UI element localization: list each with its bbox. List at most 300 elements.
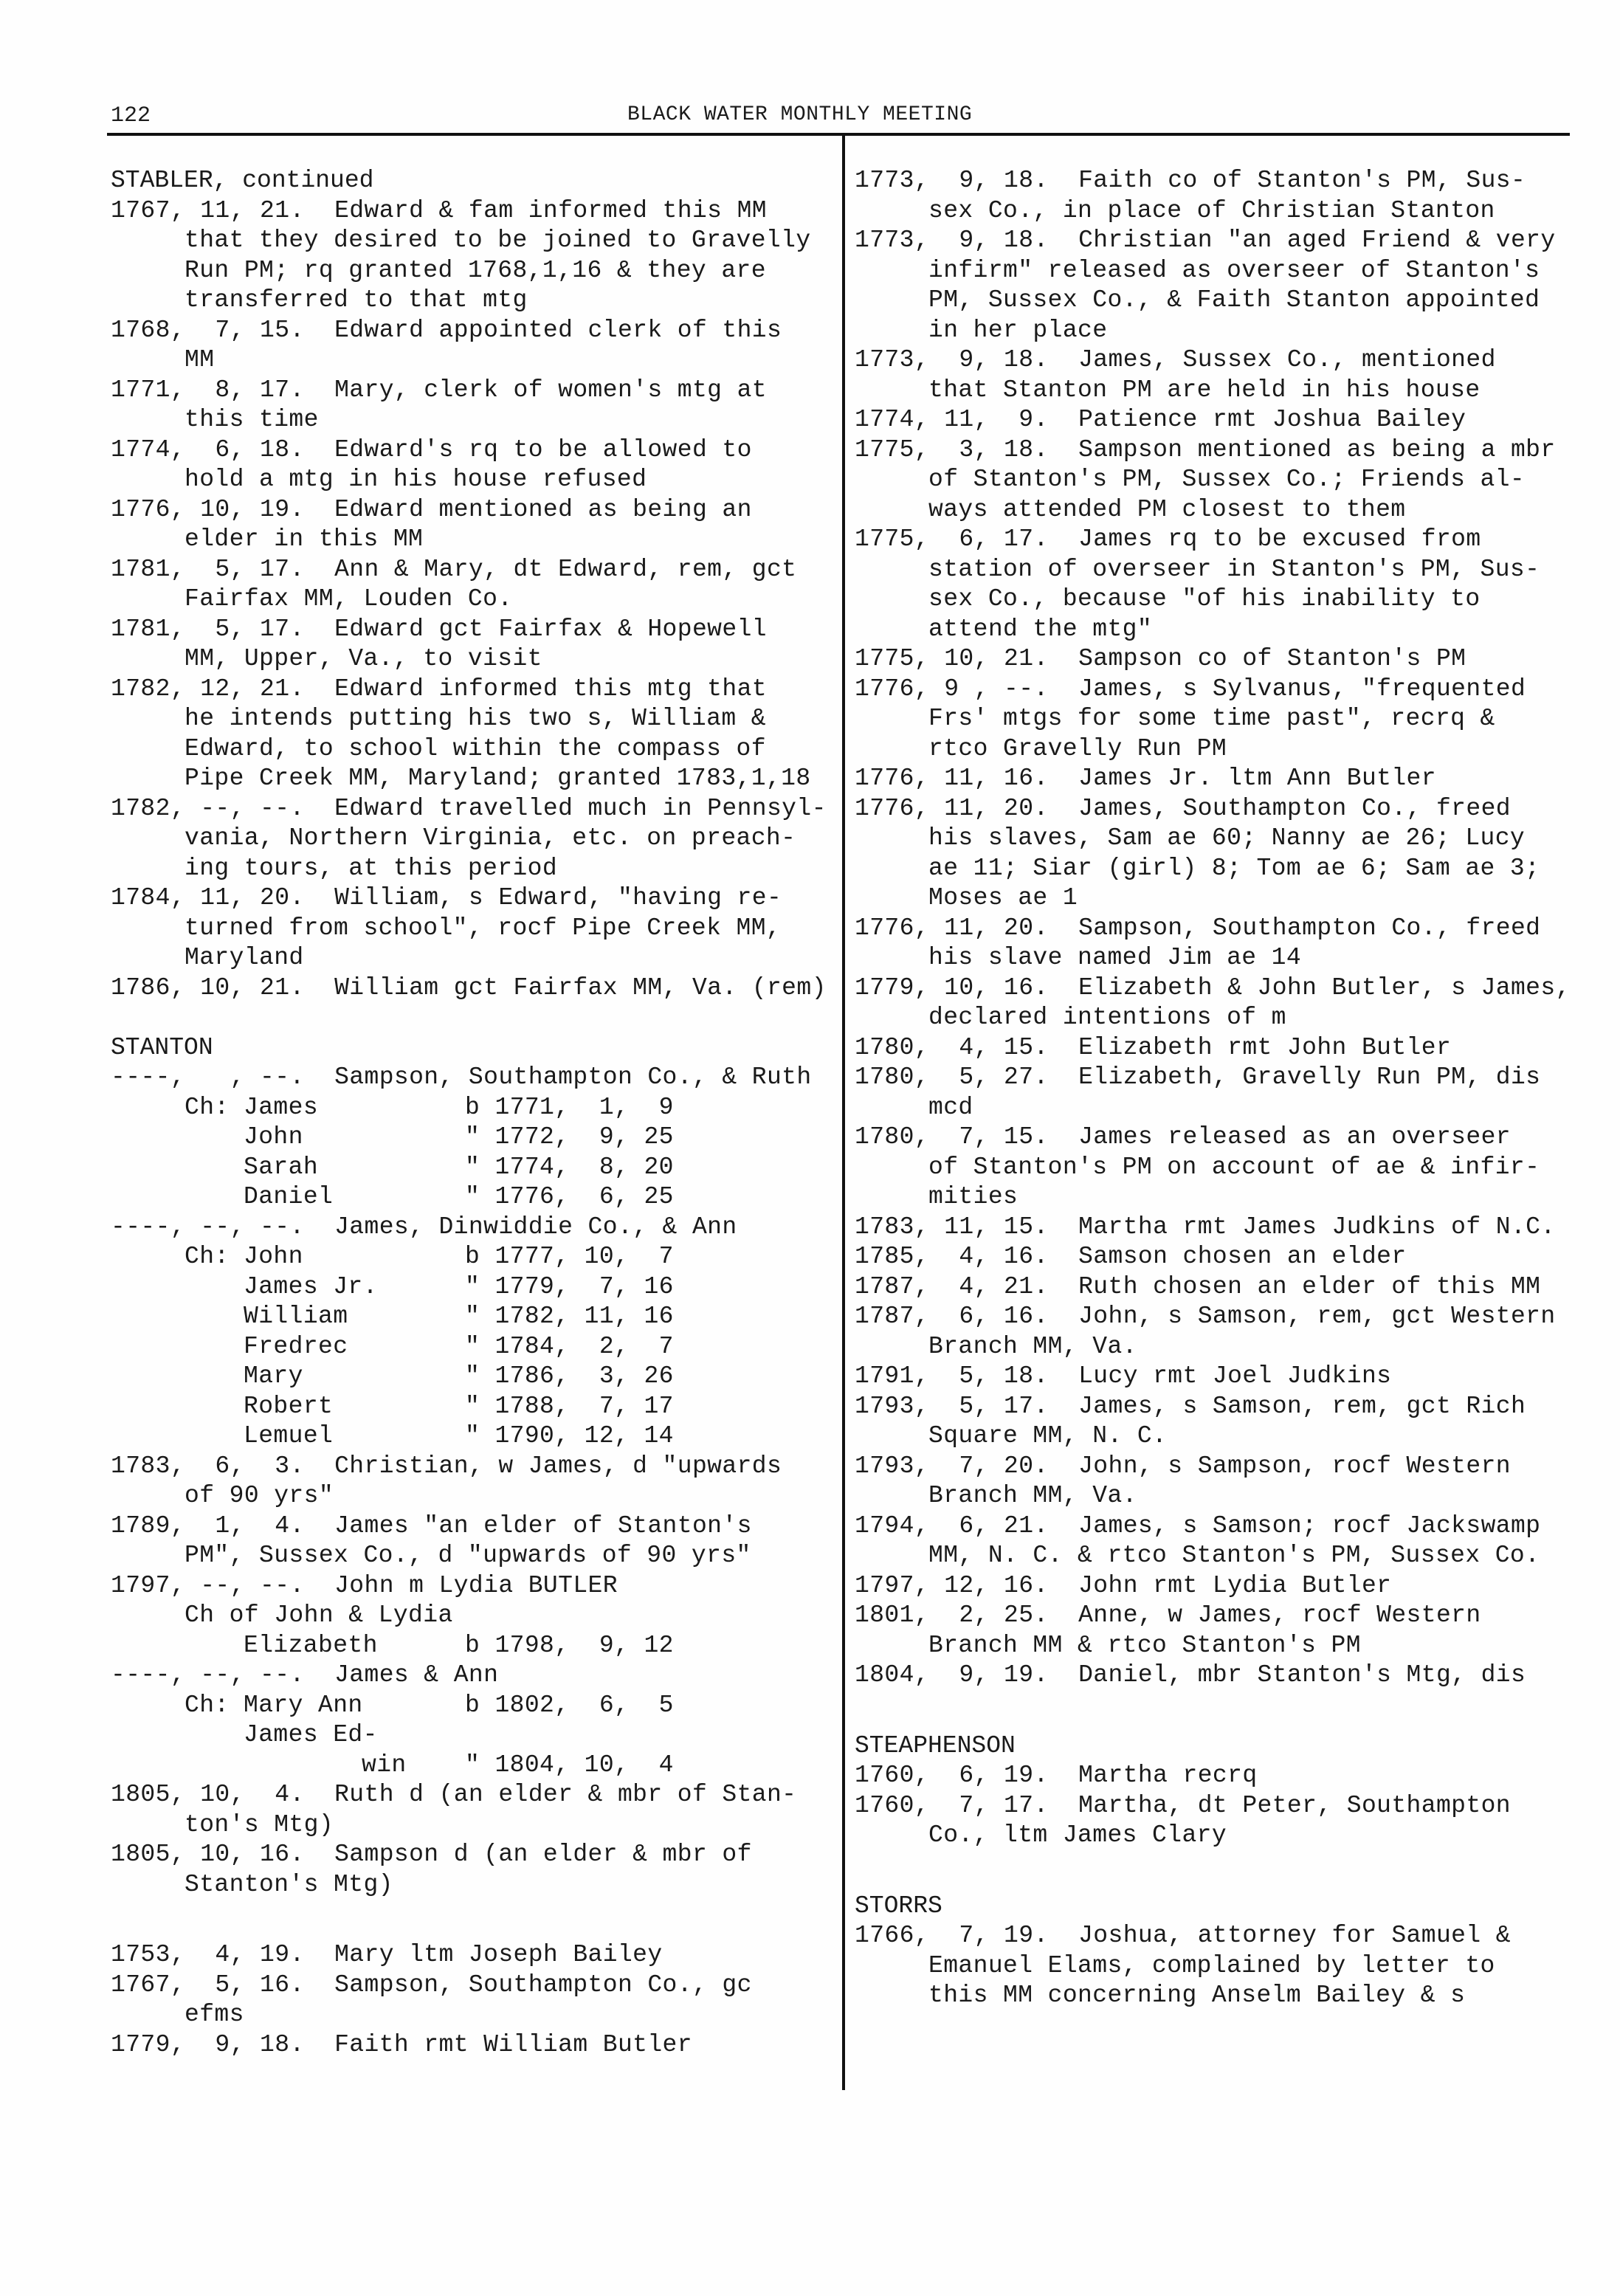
child-name-continuation: win: [362, 1751, 407, 1779]
entry-date: 1781, 5, 17.: [111, 615, 305, 643]
child-name: Daniel: [244, 1183, 334, 1210]
entry-continuation: transferred to that mtg: [185, 286, 528, 314]
birth-mark: ": [465, 1362, 480, 1390]
record-entry: [855, 1921, 1571, 2011]
entry-continuation: this MM concerning Anselm Bailey & s: [928, 1982, 1466, 2009]
record-entry: [855, 1661, 1571, 1691]
entry-text: James, s Sylvanus, "frequented: [1078, 675, 1526, 703]
entry-first-line: [855, 435, 1571, 466]
entry-first-line: [855, 764, 1571, 794]
entry-first-line: [855, 226, 1571, 256]
record-entry: [855, 1362, 1571, 1392]
birth-mark: ": [465, 1183, 480, 1210]
entry-first-line: [111, 495, 827, 525]
entry-date: 1773, 9, 18.: [855, 227, 1049, 254]
record-entry: [111, 196, 827, 316]
child-row: [111, 1302, 827, 1332]
entry-first-line: [855, 1761, 1571, 1791]
record-entry: [855, 345, 1571, 405]
record-entry: [855, 1213, 1571, 1243]
entry-continuation: PM", Sussex Co., d "upwards of 90 yrs": [185, 1542, 751, 1569]
record-entry: [855, 1601, 1571, 1661]
entry-text: James & Ann: [334, 1661, 499, 1689]
entry-text: John, s Sampson, rocf Western: [1078, 1452, 1511, 1480]
entry-first-line: [111, 435, 827, 466]
record-entry: [111, 615, 827, 675]
entry-continuation: station of overseer in Stanton's PM, Sus-: [928, 555, 1540, 583]
child-name: Robert: [244, 1392, 334, 1420]
children-label: Ch:: [185, 1243, 230, 1270]
entry-date: 1760, 6, 19.: [855, 1762, 1049, 1789]
family-entry: [111, 1063, 827, 1093]
entry-continuation: mcd: [928, 1093, 973, 1121]
entry-first-line: [855, 1601, 1571, 1631]
birth-mark: ": [465, 1332, 480, 1360]
entry-first-line: [855, 794, 1571, 824]
entry-date: 1783, 6, 3.: [111, 1452, 305, 1480]
entry-first-line: [855, 1242, 1571, 1272]
entry-continuation: Fairfax MM, Louden Co.: [185, 585, 513, 613]
child-name: James: [244, 1093, 319, 1121]
entry-continuation: MM: [185, 346, 215, 373]
child-name: James Ed-: [244, 1721, 378, 1748]
birth-date: 1802, 6, 5: [494, 1691, 674, 1719]
entry-continuation: sex Co., because "of his inability to: [928, 585, 1481, 613]
entry-date: 1784, 11, 20.: [111, 884, 305, 911]
family-entry: [111, 1661, 827, 1691]
birth-mark: b: [465, 1093, 480, 1121]
entry-text: Ruth d (an elder & mbr of Stan-: [334, 1781, 797, 1808]
left-column: [111, 166, 827, 2060]
entry-continuation: Branch MM, Va.: [928, 1332, 1137, 1360]
child-row: [111, 1751, 827, 1781]
record-entry: [111, 1571, 827, 1602]
entry-first-line: [855, 1302, 1571, 1332]
record-entry: [111, 1452, 827, 1511]
child-row: [111, 1093, 827, 1123]
entry-text: Sampson co of Stanton's PM: [1078, 645, 1466, 672]
record-entry: [855, 1392, 1571, 1452]
child-name: John: [244, 1243, 303, 1270]
entry-text: Ann & Mary, dt Edward, rem, gct: [334, 555, 797, 583]
birth-mark: ": [465, 1422, 480, 1449]
entry-continuation: that they desired to be joined to Gravelly: [185, 227, 811, 254]
birth-date: 1804, 10, 4: [494, 1751, 674, 1779]
record-entry: [855, 1791, 1571, 1851]
entry-date: 1775, 10, 21.: [855, 645, 1049, 672]
entry-first-line: [111, 615, 827, 645]
column-divider: [842, 134, 845, 2090]
child-row: [111, 1362, 827, 1392]
entry-continuation: MM, Upper, Va., to visit: [185, 645, 542, 672]
entry-date: 1775, 3, 18.: [855, 435, 1049, 463]
record-entry: [855, 1063, 1571, 1123]
entry-text: Patience rmt Joshua Bailey: [1078, 406, 1466, 433]
child-row: [111, 1421, 827, 1452]
entry-date: 1779, 9, 18.: [111, 2030, 305, 2058]
surname-heading: STABLER, continued: [111, 167, 374, 194]
entry-text: Joshua, attorney for Samuel &: [1078, 1922, 1511, 1949]
spacer: [855, 1691, 1571, 1731]
page-number: 122: [111, 103, 151, 128]
entry-text: Edward travelled much in Pennsyl-: [334, 794, 827, 822]
entry-first-line: [111, 1780, 827, 1810]
child-name: Mary: [244, 1362, 303, 1390]
entry-text: Christian, w James, d "upwards: [334, 1452, 782, 1480]
entry-date: 1782, 12, 21.: [111, 675, 305, 703]
entry-first-line: [111, 555, 827, 585]
entry-first-line: [111, 1971, 827, 2001]
entry-continuation: that Stanton PM are held in his house: [928, 376, 1481, 404]
entry-first-line: [111, 1452, 827, 1482]
record-entry: [855, 644, 1571, 675]
record-entry: [855, 405, 1571, 435]
birth-date: 1777, 10, 7: [494, 1243, 674, 1270]
entry-first-line: [855, 914, 1571, 944]
entry-continuation: his slaves, Sam ae 60; Nanny ae 26; Lucy: [928, 824, 1526, 852]
entry-continuation: ae 11; Siar (girl) 8; Tom ae 6; Sam ae 3;: [928, 854, 1540, 882]
entry-first-line: [855, 1063, 1571, 1093]
record-entry: [855, 675, 1571, 765]
entry-date: 1773, 9, 18.: [855, 167, 1049, 194]
entry-text: James Jr. ltm Ann Butler: [1078, 765, 1436, 792]
child-row: [111, 1691, 827, 1721]
family-entry: [111, 1213, 827, 1243]
entry-text: Samson chosen an elder: [1078, 1243, 1407, 1270]
child-name: Sarah: [244, 1153, 319, 1181]
entry-text: Edward's rq to be allowed to: [334, 435, 752, 463]
record-entry: [111, 435, 827, 495]
entry-first-line: [855, 644, 1571, 675]
birth-date: 1790, 12, 14: [494, 1422, 674, 1449]
surname-heading: STEAPHENSON: [855, 1731, 1016, 1759]
entry-date: 1766, 7, 19.: [855, 1922, 1049, 1949]
entry-text: Elizabeth rmt John Butler: [1078, 1033, 1452, 1061]
entry-date: 1776, 11, 20.: [855, 914, 1049, 942]
entry-text: John rmt Lydia Butler: [1078, 1571, 1392, 1599]
entry-first-line: [111, 376, 827, 406]
entry-continuation: of Stanton's PM, Sussex Co.; Friends al-: [928, 466, 1526, 493]
right-column: [855, 166, 1571, 2011]
entry-continuation: he intends putting his two s, William &: [185, 705, 766, 732]
record-entry: [111, 376, 827, 435]
entry-text: Sampson, Southampton Co., & Ruth: [334, 1063, 812, 1091]
child-name: John: [244, 1123, 303, 1151]
entry-continuation: infirm" released as overseer of Stanton's: [928, 256, 1540, 284]
entry-first-line: [855, 1033, 1571, 1063]
entry-first-line: [855, 1362, 1571, 1392]
entry-text: Elizabeth, Gravelly Run PM, dis: [1078, 1063, 1541, 1091]
entry-first-line: [855, 1123, 1571, 1153]
surname-heading: STORRS: [855, 1892, 942, 1920]
entry-continuation: Stanton's Mtg): [185, 1870, 393, 1898]
entry-continuation: Frs' mtgs for some time past", recrq &: [928, 705, 1495, 732]
child-name: Elizabeth: [244, 1631, 378, 1659]
birth-mark: ": [465, 1751, 480, 1779]
entry-continuation: attend the mtg": [928, 615, 1153, 643]
child-name: James Jr.: [244, 1272, 378, 1300]
record-entry: [855, 1033, 1571, 1063]
entry-first-line: [111, 675, 827, 705]
entry-date: 1779, 10, 16.: [855, 973, 1049, 1002]
child-name: Lemuel: [244, 1422, 334, 1449]
entry-text: Mary ltm Joseph Bailey: [334, 1941, 663, 1968]
entry-first-line: [855, 1661, 1571, 1691]
entry-text: William, s Edward, "having re-: [334, 884, 782, 911]
spacer: [111, 1003, 827, 1033]
record-entry: [111, 1511, 827, 1571]
entry-continuation: this time: [185, 406, 319, 433]
entry-text: Edward gct Fairfax & Hopewell: [334, 615, 767, 643]
child-row: [111, 1720, 827, 1751]
entry-continuation: PM, Sussex Co., & Faith Stanton appointed: [928, 286, 1540, 314]
child-row: [111, 1631, 827, 1661]
entry-text: James, s Samson, rem, gct Rich: [1078, 1392, 1526, 1420]
child-row: [111, 1242, 827, 1272]
child-row: [111, 1153, 827, 1183]
entry-continuation: of 90 yrs": [185, 1482, 334, 1509]
record-entry: [111, 1840, 827, 1900]
entry-first-line: [855, 166, 1571, 196]
entry-text: James, s Samson; rocf Jackswamp: [1078, 1511, 1541, 1540]
entry-text: Edward & fam informed this MM: [334, 196, 767, 224]
entry-date: 1805, 10, 16.: [111, 1841, 305, 1868]
entry-date: 1753, 4, 19.: [111, 1941, 305, 1968]
entry-continuation: Co., ltm James Clary: [928, 1821, 1227, 1849]
birth-mark: ": [465, 1272, 480, 1300]
record-entry: [855, 1571, 1571, 1602]
entry-first-line: [111, 1571, 827, 1602]
entry-continuation: Moses ae 1: [928, 884, 1078, 911]
entry-date: 1773, 9, 18.: [855, 346, 1049, 373]
entry-text: James, Southampton Co., freed: [1078, 794, 1511, 822]
record-entry: [111, 1971, 827, 2030]
record-entry: [111, 316, 827, 376]
record-entry: [111, 495, 827, 555]
entry-text: Elizabeth & John Butler, s James,: [1078, 973, 1571, 1002]
entry-first-line: [855, 405, 1571, 435]
running-title: BLACK WATER MONTHLY MEETING: [627, 103, 973, 126]
record-entry: [855, 435, 1571, 525]
entry-date: 1776, 11, 16.: [855, 765, 1049, 792]
entry-date: 1776, 10, 19.: [111, 495, 305, 523]
entry-first-line: [111, 973, 827, 1004]
record-entry: [111, 555, 827, 615]
entry-continuation: MM, N. C. & rtco Stanton's PM, Sussex Co.: [928, 1542, 1540, 1569]
entry-text: Sampson mentioned as being a mbr: [1078, 435, 1556, 463]
entry-continuation: sex Co., in place of Christian Stanton: [928, 196, 1495, 224]
record-entry: [111, 1780, 827, 1840]
entry-date: 1793, 5, 17.: [855, 1392, 1049, 1420]
birth-mark: b: [465, 1691, 480, 1719]
entry-date: 1794, 6, 21.: [855, 1511, 1049, 1540]
entry-date: 1774, 6, 18.: [111, 435, 305, 463]
entry-continuation: Branch MM & rtco Stanton's PM: [928, 1631, 1361, 1659]
birth-date: 1779, 7, 16: [494, 1272, 674, 1300]
record-entry: [855, 1452, 1571, 1511]
entry-first-line: [111, 316, 827, 346]
birth-date: 1784, 2, 7: [494, 1332, 674, 1360]
entry-first-line: [855, 973, 1571, 1004]
entry-text: Christian "an aged Friend & very: [1078, 227, 1556, 254]
entry-continuation: his slave named Jim ae 14: [928, 944, 1302, 971]
entry-continuation: vania, Northern Virginia, etc. on preach-: [185, 824, 796, 852]
birth-date: 1782, 11, 16: [494, 1303, 674, 1330]
child-row: [111, 1392, 827, 1422]
entry-date: 1767, 5, 16.: [111, 1971, 305, 1999]
entry-date: ----, --, --.: [111, 1661, 305, 1689]
birth-mark: ": [465, 1123, 480, 1151]
entry-continuation: elder in this MM: [185, 525, 424, 553]
entry-text: Sampson d (an elder & mbr of: [334, 1841, 752, 1868]
entry-text: John m Lydia BUTLER: [334, 1571, 618, 1599]
child-name: Mary Ann: [244, 1691, 363, 1719]
entry-text: Sampson, Southampton Co., freed: [1078, 914, 1541, 942]
entry-text: Edward informed this mtg that: [334, 675, 767, 703]
entry-first-line: [855, 1511, 1571, 1542]
entry-date: 1805, 10, 4.: [111, 1781, 305, 1808]
entry-date: 1804, 9, 19.: [855, 1661, 1049, 1689]
entry-date: 1774, 11, 9.: [855, 406, 1049, 433]
entry-date: 1782, --, --.: [111, 794, 305, 822]
entry-continuation: of Stanton's PM on account of ae & infir-: [928, 1153, 1540, 1181]
entry-continuation: efms: [185, 2001, 244, 2028]
header-rule: [107, 133, 1570, 136]
entry-continuation: rtco Gravelly Run PM: [928, 734, 1227, 762]
entry-first-line: [855, 675, 1571, 705]
entry-first-line: [855, 1921, 1571, 1951]
entry-date: 1793, 7, 20.: [855, 1452, 1049, 1480]
entry-text: Martha, dt Peter, Southampton: [1078, 1791, 1511, 1819]
birth-date: 1776, 6, 25: [494, 1183, 674, 1210]
record-entry: [111, 973, 827, 1004]
birth-date: 1788, 7, 17: [494, 1392, 674, 1420]
entry-date: 1787, 4, 21.: [855, 1272, 1049, 1300]
entry-continuation: ton's Mtg): [185, 1810, 334, 1838]
record-entry: [855, 794, 1571, 914]
entry-first-line: [111, 1840, 827, 1870]
record-entry: [111, 2030, 827, 2061]
birth-date: 1772, 9, 25: [494, 1123, 674, 1151]
entry-date: ----, --, --.: [111, 1213, 305, 1241]
record-entry: [111, 883, 827, 973]
entry-date: 1797, --, --.: [111, 1571, 305, 1599]
children-of-label: Ch of John & Lydia: [185, 1602, 453, 1629]
entry-first-line: [855, 345, 1571, 376]
entry-first-line: [111, 1940, 827, 1971]
record-entry: [855, 1123, 1571, 1213]
record-entry: [855, 525, 1571, 644]
entry-continuation: Emanuel Elams, complained by letter to: [928, 1951, 1495, 1979]
entry-date: 1780, 5, 27.: [855, 1063, 1049, 1091]
record-entry: [111, 1940, 827, 1971]
spacer: [111, 1900, 827, 1940]
record-entry: [855, 166, 1571, 226]
child-row: [111, 1272, 827, 1303]
entry-date: 1776, 11, 20.: [855, 794, 1049, 822]
entry-date: 1781, 5, 17.: [111, 555, 305, 583]
entry-first-line: [855, 1452, 1571, 1482]
entry-date: 1787, 6, 16.: [855, 1303, 1049, 1330]
entry-continuation: ways attended PM closest to them: [928, 495, 1406, 523]
record-entry: [855, 1272, 1571, 1303]
entry-text: Martha recrq: [1078, 1762, 1258, 1789]
entry-date: 1767, 11, 21.: [111, 196, 305, 224]
birth-mark: ": [465, 1392, 480, 1420]
entry-text: Sampson, Southampton Co., gc: [334, 1971, 752, 1999]
entry-text: James "an elder of Stanton's: [334, 1511, 752, 1540]
children-label: Ch:: [185, 1691, 230, 1719]
entry-continuation: mities: [928, 1183, 1018, 1210]
entry-continuation: declared intentions of m: [928, 1004, 1286, 1031]
entry-date: 1780, 7, 15.: [855, 1123, 1049, 1151]
children-label: Ch:: [185, 1093, 230, 1121]
entry-text: Edward mentioned as being an: [334, 495, 752, 523]
entry-text: James released as an overseer: [1078, 1123, 1511, 1151]
entry-text: William gct Fairfax MM, Va. (rem): [334, 973, 827, 1002]
birth-mark: b: [465, 1631, 480, 1659]
record-entry: [111, 675, 827, 794]
entry-continuation: Pipe Creek MM, Maryland; granted 1783,1,18: [185, 765, 811, 792]
entry-text: Faith rmt William Butler: [334, 2030, 692, 2058]
entry-date: 1775, 6, 17.: [855, 525, 1049, 553]
child-name: William: [244, 1303, 348, 1330]
entry-continuation: turned from school", rocf Pipe Creek MM,: [185, 914, 782, 942]
record-entry: [855, 1761, 1571, 1791]
entry-date: 1791, 5, 18.: [855, 1362, 1049, 1390]
entry-continuation: Square MM, N. C.: [928, 1422, 1168, 1449]
entry-date: 1776, 9 , --.: [855, 675, 1049, 703]
entry-text: Martha rmt James Judkins of N.C.: [1078, 1213, 1556, 1241]
entry-first-line: [855, 525, 1571, 555]
entry-continuation: in her place: [928, 316, 1108, 344]
entry-date: 1785, 4, 16.: [855, 1243, 1049, 1270]
entry-continuation: hold a mtg in his house refused: [185, 466, 647, 493]
entry-date: 1789, 1, 4.: [111, 1511, 305, 1540]
entry-text: Anne, w James, rocf Western: [1078, 1602, 1481, 1629]
record-entry: [855, 1302, 1571, 1362]
entry-text: James, Dinwiddie Co., & Ann: [334, 1213, 737, 1241]
entry-date: 1786, 10, 21.: [111, 973, 305, 1002]
entry-continuation: Branch MM, Va.: [928, 1482, 1137, 1509]
surname-heading: STANTON: [111, 1033, 213, 1061]
record-entry: [855, 226, 1571, 345]
entry-date: 1801, 2, 25.: [855, 1602, 1049, 1629]
record-entry: [855, 1511, 1571, 1571]
entry-text: Ruth chosen an elder of this MM: [1078, 1272, 1541, 1300]
child-row: [111, 1123, 827, 1153]
birth-mark: ": [465, 1303, 480, 1330]
entry-date: 1783, 11, 15.: [855, 1213, 1049, 1241]
entry-date: 1768, 7, 15.: [111, 316, 305, 344]
entry-continuation: Maryland: [185, 944, 304, 971]
child-name: Fredrec: [244, 1332, 348, 1360]
entry-continuation: ing tours, at this period: [185, 854, 558, 882]
entry-first-line: [855, 1571, 1571, 1602]
spacer: [855, 1851, 1571, 1892]
entry-continuation: Run PM; rq granted 1768,1,16 & they are: [185, 256, 766, 284]
entry-date: 1797, 12, 16.: [855, 1571, 1049, 1599]
entry-text: Edward appointed clerk of this: [334, 316, 782, 344]
child-row: [111, 1332, 827, 1362]
entry-first-line: [111, 794, 827, 824]
entry-text: John, s Samson, rem, gct Western: [1078, 1303, 1556, 1330]
birth-date: 1798, 9, 12: [494, 1631, 674, 1659]
entry-first-line: [111, 2030, 827, 2061]
entry-date: 1760, 7, 17.: [855, 1791, 1049, 1819]
birth-date: 1771, 1, 9: [494, 1093, 674, 1121]
entry-first-line: [111, 1511, 827, 1542]
